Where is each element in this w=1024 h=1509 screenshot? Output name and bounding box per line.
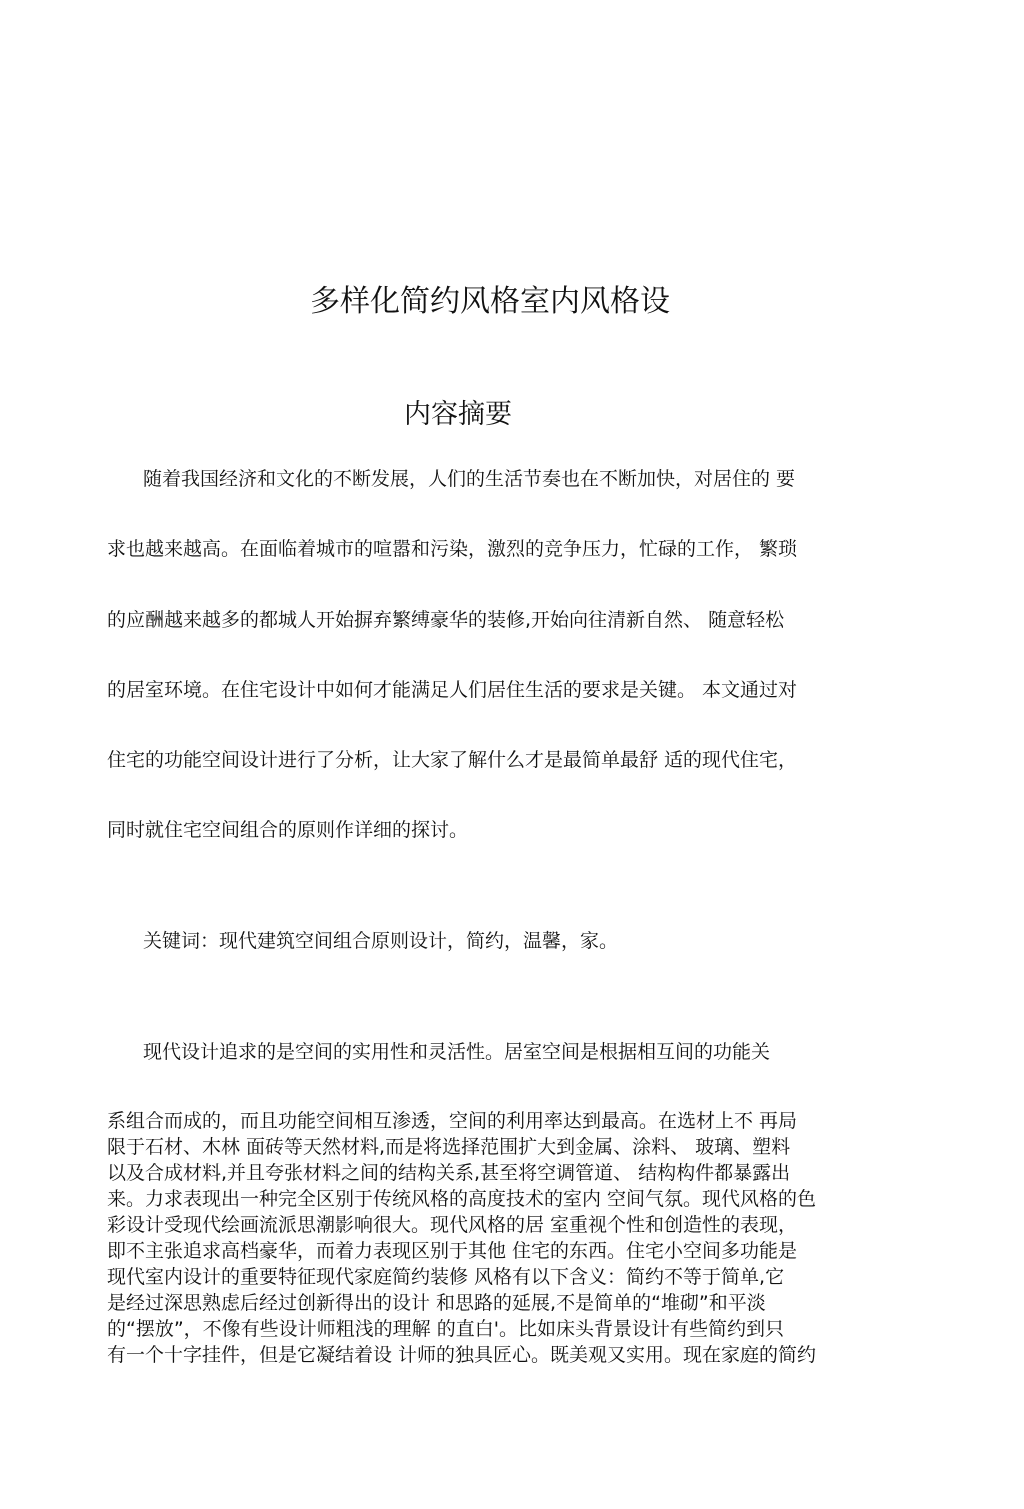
body-line: 是经过深思熟虑后经过创新得出的设计 和思路的延展,不是简单的“堆砌”和平淡 (107, 1292, 766, 1314)
body-line: 限于石材、木林 面砖等天然材料,而是将选择范围扩大到金属、涂料、 玻璃、塑料 (107, 1136, 791, 1158)
body-line: 现代室内设计的重要特征现代家庭简约装修 风格有以下含义：简约不等于简单,它 (107, 1266, 785, 1288)
document-title: 多样化简约风格室内风格设 (310, 284, 670, 319)
abstract-line: 同时就住宅空间组合的原则作详细的探讨。 (107, 819, 469, 841)
keywords-line: 关键词：现代建筑空间组合原则设计，简约，温馨，家。 (143, 930, 619, 952)
abstract-heading: 内容摘要 (404, 399, 512, 430)
body-line: 以及合成材料,并且夸张材料之间的结构关系,甚至将空调管道、 结构构件都暴露出 (107, 1162, 791, 1184)
body-line: 即不主张追求高档豪华，而着力表现区别于其他 住宅的东西。住宅小空间多功能是 (107, 1240, 798, 1262)
body-line: 有一个十字挂件，但是它凝结着设 计师的独具匠心。既美观又实用。现在家庭的简约 (107, 1344, 817, 1366)
abstract-line: 随着我国经济和文化的不断发展，人们的生活节奏也在不断加快，对居住的 要 (143, 468, 796, 490)
body-line: 系组合而成的，而且功能空间相互渗透，空间的利用率达到最高。在选材上不 再局 (107, 1110, 798, 1132)
body-line: 的“摆放”，不像有些设计师粗浅的理解 的直白'。比如床头背景设计有些简约到只 (107, 1318, 784, 1340)
abstract-line: 的居室环境。在住宅设计中如何才能满足人们居住生活的要求是关键。 本文通过对 (107, 679, 798, 701)
abstract-line: 住宅的功能空间设计进行了分析，让大家了解什么才是最简单最舒 适的现代住宅， (107, 749, 798, 771)
body-line: 彩设计受现代绘画流派思潮影响很大。现代风格的居 室重视个性和创造性的表现， (107, 1214, 798, 1236)
abstract-line: 求也越来越高。在面临着城市的喧嚣和污染，激烈的竞争压力，忙碌的工作， 繁琐 (107, 538, 798, 560)
body-line: 来。力求表现出一种完全区别于传统风格的高度技术的室内 空间气氛。现代风格的色 (107, 1188, 817, 1210)
body-first-line: 现代设计追求的是空间的实用性和灵活性。居室空间是根据相互间的功能关 (143, 1041, 771, 1063)
body-paragraph (107, 1108, 923, 1368)
abstract-line: 的应酬越来越多的都城人开始摒弃繁缚豪华的装修,开始向往清新自然、 随意轻松 (107, 609, 785, 631)
